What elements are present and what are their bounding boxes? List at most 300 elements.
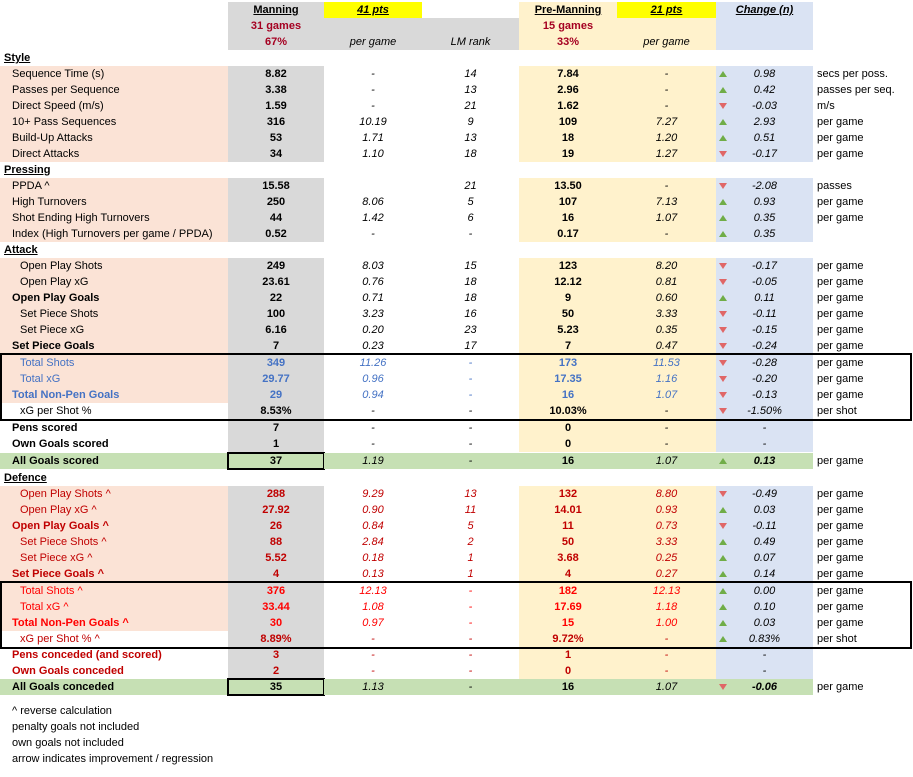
arrow-down-icon <box>719 491 727 497</box>
change-value: -2.08 <box>716 178 813 194</box>
manning-total: 1 <box>228 436 324 452</box>
footnote: arrow indicates improvement / regression <box>12 753 214 765</box>
manning-total: 22 <box>228 290 324 306</box>
pre-manning-per-game: - <box>617 226 716 242</box>
change-value: 0.93 <box>716 194 813 210</box>
lm-rank: - <box>468 617 473 629</box>
manning-per-game: 1.19 <box>324 453 422 469</box>
pre-manning-total: 132 <box>519 486 617 502</box>
manning-total: 23.61 <box>228 274 324 290</box>
unit-label: per game <box>817 148 864 160</box>
manning-per-game: 10.19 <box>359 116 387 128</box>
row-label: Direct Attacks <box>0 146 228 162</box>
unit-label: per shot <box>817 405 857 417</box>
unit-label <box>817 436 913 452</box>
lm-rank: 18 <box>464 292 477 304</box>
manning-per-game: 1.13 <box>324 679 422 695</box>
row-label: 10+ Pass Sequences <box>0 114 228 130</box>
arrow-up-icon <box>719 71 727 77</box>
pre-manning-per-game: - <box>617 403 716 419</box>
manning-per-game: 1.10 <box>362 148 384 160</box>
row-label: Direct Speed (m/s) <box>0 98 228 114</box>
arrow-down-icon <box>719 263 727 269</box>
arrow-down-icon <box>719 360 727 366</box>
unit-label: per game <box>817 536 864 548</box>
pre-manning-total: 16 <box>519 453 617 469</box>
arrow-down-icon <box>719 392 727 398</box>
manning-total: 3 <box>228 647 324 663</box>
row-label: Own Goals conceded <box>12 665 124 677</box>
arrow-up-icon <box>719 87 727 93</box>
arrow-down-icon <box>719 311 727 317</box>
lm-rank: - <box>468 438 473 450</box>
row-label: Total Shots <box>0 355 228 371</box>
manning-total: 35 <box>228 679 324 695</box>
manning-total: 15.58 <box>228 178 324 194</box>
manning-per-game: 0.94 <box>362 389 384 401</box>
row-label: Index (High Turnovers per game / PPDA) <box>0 226 228 242</box>
unit-label: per game <box>817 373 864 385</box>
change-value: 0.11 <box>716 290 813 306</box>
change-value: 2.93 <box>716 114 813 130</box>
row-label: Total xG ^ <box>0 599 228 615</box>
arrow-down-icon <box>719 684 727 690</box>
section-title: Attack <box>4 244 38 256</box>
footnote: own goals not included <box>12 737 124 749</box>
unit-label: per game <box>817 552 864 564</box>
unit-label <box>817 647 913 663</box>
unit-label: per game <box>817 504 864 516</box>
unit-label: m/s <box>817 100 835 112</box>
unit-label: per game <box>817 212 864 224</box>
change-value: 0.07 <box>716 550 813 566</box>
arrow-up-icon <box>719 636 727 642</box>
unit-label <box>817 420 913 436</box>
manning-per-game: - <box>371 665 375 677</box>
pre-manning-total: 13.50 <box>519 178 617 194</box>
manning-per-game: 0.23 <box>362 340 384 352</box>
pre-manning-total: 3.68 <box>519 550 617 566</box>
arrow-up-icon <box>719 199 727 205</box>
change-value: 0.51 <box>716 130 813 146</box>
manning-per-game: 2.84 <box>362 536 384 548</box>
change-value: -0.24 <box>716 338 813 354</box>
section-title: Defence <box>4 472 47 484</box>
manning-total: 26 <box>228 518 324 534</box>
lm-rank: - <box>422 679 519 695</box>
pre-manning-per-game: - <box>617 647 716 663</box>
manning-per-game: - <box>371 405 375 417</box>
pre-manning-total: 9 <box>519 290 617 306</box>
manning-per-game: - <box>371 422 375 434</box>
pre-manning-total: 50 <box>519 534 617 550</box>
section-title: Pressing <box>4 164 51 176</box>
manning-per-game: 11.26 <box>359 357 387 369</box>
unit-label: per game <box>817 324 864 336</box>
pre-manning-per-game: 1.18 <box>617 599 716 615</box>
manning-total: 37 <box>228 453 324 469</box>
pre-manning-per-game: 11.53 <box>617 355 716 371</box>
pre-manning-per-game: - <box>617 631 716 647</box>
unit-label <box>817 663 913 679</box>
unit-label: per game <box>817 276 864 288</box>
pre-manning-total: 7.84 <box>519 66 617 82</box>
pre-manning-per-game: - <box>617 82 716 98</box>
unit-label: per game <box>817 601 864 613</box>
row-label: Open Play Shots <box>0 258 228 274</box>
manning-total: 6.16 <box>228 322 324 338</box>
change-value: - <box>716 436 813 452</box>
lm-rank: 18 <box>464 148 477 160</box>
change-value: 0.49 <box>716 534 813 550</box>
pre-manning-per-game: 8.80 <box>617 486 716 502</box>
manning-total: 316 <box>228 114 324 130</box>
change-value: -0.11 <box>716 518 813 534</box>
lm-rank: 11 <box>464 504 477 516</box>
pre-manning-per-game: 0.81 <box>617 274 716 290</box>
manning-total: 27.92 <box>228 502 324 518</box>
pre-manning-total: 182 <box>519 583 617 599</box>
pre-manning-per-game: 0.35 <box>617 322 716 338</box>
change-value: 0.03 <box>716 615 813 631</box>
lm-rank: 1 <box>467 568 474 580</box>
pre-manning-total: 0 <box>519 420 617 436</box>
change-value: - <box>716 663 813 679</box>
change-value: -0.03 <box>716 98 813 114</box>
lm-rank: - <box>468 228 473 240</box>
manning-total: 29.77 <box>228 371 324 387</box>
lm-rank: 1 <box>467 552 474 564</box>
pre-manning-total: 16 <box>519 210 617 226</box>
manning-pct: 67% <box>228 34 324 50</box>
arrow-up-icon <box>719 604 727 610</box>
pre-manning-games: 15 games <box>542 20 594 32</box>
arrow-down-icon <box>719 327 727 333</box>
manning-total: 0.52 <box>228 226 324 242</box>
manning-per-game: 3.23 <box>362 308 384 320</box>
change-value: 0.14 <box>716 566 813 582</box>
unit-label: per game <box>817 585 864 597</box>
lm-rank: 23 <box>464 324 477 336</box>
manning-total: 2 <box>228 663 324 679</box>
lm-rank: - <box>422 453 519 469</box>
row-label: Set Piece xG ^ <box>0 550 228 566</box>
arrow-down-icon <box>719 151 727 157</box>
pre-manning-per-game: 3.33 <box>617 306 716 322</box>
lm-rank-header: LM rank <box>450 36 491 48</box>
pre-manning-total: 0 <box>519 663 617 679</box>
unit-label: per game <box>817 681 864 693</box>
change-value: -0.20 <box>716 371 813 387</box>
pre-manning-total: 10.03% <box>519 403 617 419</box>
change-value: - <box>716 420 813 436</box>
unit-label: per game <box>817 488 864 500</box>
arrow-up-icon <box>719 507 727 513</box>
lm-rank: 9 <box>467 116 474 128</box>
pre-manning-total: 7 <box>519 338 617 354</box>
pre-manning-per-game: 0.60 <box>617 290 716 306</box>
change-header: Change (n) <box>716 2 813 50</box>
arrow-down-icon <box>719 523 727 529</box>
arrow-down-icon <box>719 343 727 349</box>
row-label: Passes per Sequence <box>0 82 228 98</box>
manning-total: 376 <box>228 583 324 599</box>
lm-rank: - <box>468 389 473 401</box>
pre-manning-per-game: - <box>617 178 716 194</box>
pre-per-game-header: per game <box>643 36 690 48</box>
row-label: xG per Shot % ^ <box>20 633 100 645</box>
manning-per-game: 9.29 <box>362 488 384 500</box>
change-value: -0.13 <box>716 387 813 403</box>
change-value: -0.17 <box>716 146 813 162</box>
change-value: 0.13 <box>716 453 813 469</box>
row-label: xG per Shot % <box>20 405 92 417</box>
manning-total: 5.52 <box>228 550 324 566</box>
pre-manning-total: 109 <box>519 114 617 130</box>
unit-label: per game <box>817 568 864 580</box>
pre-manning-per-game: 7.27 <box>617 114 716 130</box>
manning-total: 33.44 <box>228 599 324 615</box>
manning-total: 34 <box>228 146 324 162</box>
arrow-down-icon <box>719 103 727 109</box>
lm-rank: 18 <box>464 276 477 288</box>
footnote: penalty goals not included <box>12 721 140 733</box>
unit-label: passes <box>817 180 852 192</box>
arrow-up-icon <box>719 119 727 125</box>
change-value: -0.06 <box>716 679 813 695</box>
row-label: Set Piece Shots <box>0 306 228 322</box>
row-label: Total xG <box>0 371 228 387</box>
pre-manning-total: 16 <box>519 387 617 403</box>
unit-label: per game <box>817 292 864 304</box>
pre-manning-per-game: 1.27 <box>617 146 716 162</box>
change-value: 0.00 <box>716 583 813 599</box>
lm-rank: 5 <box>467 520 474 532</box>
manning-per-game: 8.06 <box>362 196 384 208</box>
pre-manning-per-game: - <box>617 66 716 82</box>
arrow-up-icon <box>719 295 727 301</box>
unit-label: passes per seq. <box>817 84 895 96</box>
manning-total: 30 <box>228 615 324 631</box>
unit-label: per game <box>817 308 864 320</box>
row-label: Total Non-Pen Goals <box>0 387 228 403</box>
row-label: Open Play Goals ^ <box>0 518 228 534</box>
pre-manning-points: 21 pts <box>617 2 716 18</box>
row-label: Shot Ending High Turnovers <box>0 210 228 226</box>
manning-points: 41 pts <box>324 2 422 18</box>
unit-label: per game <box>817 389 864 401</box>
pre-manning-per-game: 0.47 <box>617 338 716 354</box>
unit-label: per game <box>817 617 864 629</box>
lm-rank: - <box>468 357 473 369</box>
arrow-down-icon <box>719 376 727 382</box>
arrow-down-icon <box>719 183 727 189</box>
manning-header: Manning <box>228 2 324 18</box>
change-value: 0.10 <box>716 599 813 615</box>
pre-manning-per-game: - <box>617 436 716 452</box>
change-value: 0.35 <box>716 226 813 242</box>
row-label: Build-Up Attacks <box>0 130 228 146</box>
unit-label: per shot <box>817 633 857 645</box>
lm-rank: 13 <box>464 84 477 96</box>
lm-rank: - <box>468 633 473 645</box>
lm-rank: - <box>468 373 473 385</box>
pre-manning-total: 19 <box>519 146 617 162</box>
footnote: ^ reverse calculation <box>12 705 112 717</box>
pre-manning-total: 1.62 <box>519 98 617 114</box>
lm-rank: - <box>468 422 473 434</box>
arrow-up-icon <box>719 588 727 594</box>
pre-manning-per-game: - <box>617 420 716 436</box>
manning-total: 29 <box>228 387 324 403</box>
arrow-up-icon <box>719 571 727 577</box>
change-value: 0.98 <box>716 66 813 82</box>
arrow-down-icon <box>719 408 727 414</box>
pre-manning-total: 12.12 <box>519 274 617 290</box>
row-label: Set Piece Goals <box>0 338 228 354</box>
pre-manning-per-game: 1.16 <box>617 371 716 387</box>
row-label: Open Play xG <box>0 274 228 290</box>
row-label: All Goals conceded <box>0 679 228 695</box>
pre-manning-total: 9.72% <box>519 631 617 647</box>
pre-manning-total: 14.01 <box>519 502 617 518</box>
manning-total: 4 <box>228 566 324 582</box>
pre-manning-per-game: 1.20 <box>617 130 716 146</box>
pre-manning-total: 173 <box>519 355 617 371</box>
lm-rank: 6 <box>467 212 474 224</box>
row-label: Set Piece xG <box>0 322 228 338</box>
row-label: Open Play Goals <box>0 290 228 306</box>
manning-per-game: 0.13 <box>362 568 384 580</box>
change-value: 0.35 <box>716 210 813 226</box>
arrow-up-icon <box>719 620 727 626</box>
manning-per-game: 0.90 <box>362 504 384 516</box>
pre-manning-per-game: - <box>617 663 716 679</box>
pre-manning-total: 0.17 <box>519 226 617 242</box>
row-label: Open Play xG ^ <box>0 502 228 518</box>
manning-per-game: 0.97 <box>362 617 384 629</box>
change-value: -0.05 <box>716 274 813 290</box>
manning-per-game: 0.18 <box>362 552 384 564</box>
pre-manning-total: 15 <box>519 615 617 631</box>
row-label: Pens scored <box>12 422 78 434</box>
manning-per-game: - <box>371 84 375 96</box>
change-value: -0.28 <box>716 355 813 371</box>
unit-label: per game <box>817 455 864 467</box>
manning-total: 100 <box>228 306 324 322</box>
lm-rank: - <box>468 665 473 677</box>
arrow-down-icon <box>719 279 727 285</box>
pre-manning-per-game: 7.13 <box>617 194 716 210</box>
pre-manning-total: 123 <box>519 258 617 274</box>
row-label: Set Piece Shots ^ <box>0 534 228 550</box>
row-label: Sequence Time (s) <box>0 66 228 82</box>
unit-label: per game <box>817 340 864 352</box>
row-label: All Goals scored <box>0 453 228 469</box>
unit-label: per game <box>817 260 864 272</box>
manning-per-game: - <box>371 649 375 661</box>
pre-manning-per-game: 1.07 <box>617 679 716 695</box>
pre-manning-total: 16 <box>519 679 617 695</box>
lm-rank: - <box>468 601 473 613</box>
pre-manning-header: Pre-Manning <box>519 2 617 18</box>
change-value: -0.15 <box>716 322 813 338</box>
manning-per-game: - <box>371 68 375 80</box>
manning-per-game: 0.20 <box>362 324 384 336</box>
lm-rank: 13 <box>464 132 477 144</box>
row-label: Total Shots ^ <box>0 583 228 599</box>
pre-manning-total: 0 <box>519 436 617 452</box>
arrow-up-icon <box>719 215 727 221</box>
pre-manning-total: 107 <box>519 194 617 210</box>
arrow-up-icon <box>719 135 727 141</box>
row-label: High Turnovers <box>0 194 228 210</box>
manning-per-game: 0.84 <box>362 520 384 532</box>
manning-per-game: 0.71 <box>362 292 384 304</box>
lm-rank: 15 <box>464 260 477 272</box>
arrow-up-icon <box>719 555 727 561</box>
change-value: 0.42 <box>716 82 813 98</box>
pre-manning-pct: 33% <box>556 36 580 48</box>
unit-label: per game <box>817 132 864 144</box>
manning-total: 349 <box>228 355 324 371</box>
manning-total: 1.59 <box>228 98 324 114</box>
change-value: -0.11 <box>716 306 813 322</box>
manning-total: 88 <box>228 534 324 550</box>
pre-manning-total: 4 <box>519 566 617 582</box>
pre-manning-total: 18 <box>519 130 617 146</box>
lm-rank: 5 <box>467 196 474 208</box>
manning-total: 8.82 <box>228 66 324 82</box>
manning-per-game: 1.71 <box>362 132 384 144</box>
manning-per-game: - <box>371 633 375 645</box>
lm-rank: 16 <box>464 308 477 320</box>
manning-per-game: - <box>371 438 375 450</box>
manning-per-game: 1.42 <box>362 212 384 224</box>
unit-label: secs per poss. <box>817 68 888 80</box>
change-value: - <box>716 647 813 663</box>
lm-rank: - <box>468 585 473 597</box>
row-label: Total Non-Pen Goals ^ <box>0 615 228 631</box>
arrow-up-icon <box>719 231 727 237</box>
pre-manning-total: 11 <box>519 518 617 534</box>
change-value: -1.50% <box>716 403 813 419</box>
unit-label: per game <box>817 357 864 369</box>
row-label: PPDA ^ <box>0 178 228 194</box>
pre-manning-per-game: 0.93 <box>617 502 716 518</box>
lm-rank: 17 <box>464 340 477 352</box>
change-value: 0.83% <box>716 631 813 647</box>
lm-rank: 13 <box>464 488 477 500</box>
lm-rank: - <box>468 649 473 661</box>
pre-manning-total: 2.96 <box>519 82 617 98</box>
manning-total: 250 <box>228 194 324 210</box>
manning-per-game: 0.96 <box>362 373 384 385</box>
manning-per-game: - <box>371 228 375 240</box>
manning-total: 3.38 <box>228 82 324 98</box>
row-label: Set Piece Goals ^ <box>0 566 228 582</box>
manning-total: 288 <box>228 486 324 502</box>
pre-manning-per-game: 3.33 <box>617 534 716 550</box>
pre-manning-per-game: - <box>617 98 716 114</box>
manning-total: 53 <box>228 130 324 146</box>
pre-manning-total: 50 <box>519 306 617 322</box>
lm-rank: 14 <box>464 68 477 80</box>
manning-per-game: - <box>371 100 375 112</box>
pre-manning-total: 17.69 <box>519 599 617 615</box>
manning-total: 249 <box>228 258 324 274</box>
pre-manning-total: 5.23 <box>519 322 617 338</box>
